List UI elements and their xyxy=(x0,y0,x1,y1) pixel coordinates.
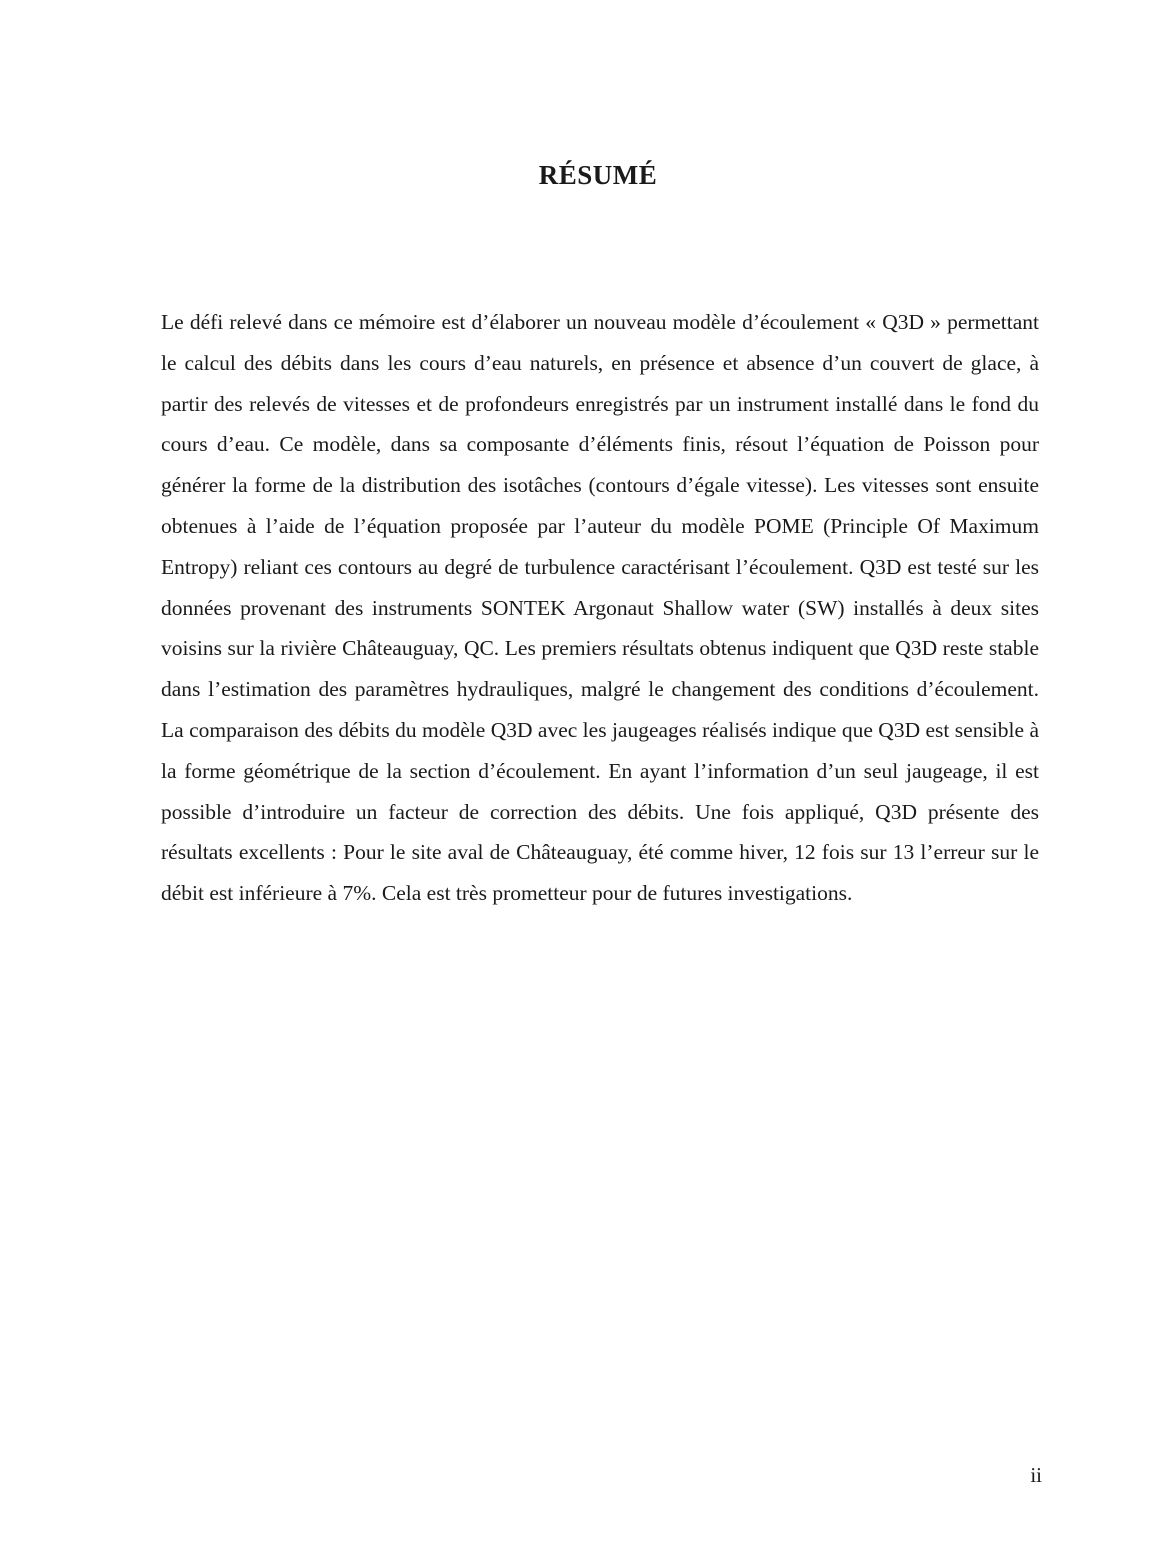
page-title: RÉSUMÉ xyxy=(538,160,658,190)
abstract-paragraph: Le défi relevé dans ce mémoire est d’élaborer un nouveau modèle d’écoulement « Q3D » permettant le calcul des débits dans les cours d’eau naturels, en présence et absence d’un couvert de glace, à partir des relevés de vitesses et de profondeurs enregistrés par un instrument installé dans le fond du cours d’eau. Ce modèle, dans sa composante d’éléments finis, résout l’équation de Poisson pour générer la forme de la distribution des isotâches (contours d’égale vitesse). Les vitesses sont ensuite obtenues à l’aide de l’équation proposée par l’auteur du modèle POME (Principle Of Maximum Entropy) reliant ces contours au degré de turbulence caractérisant l’écoulement. Q3D est testé sur les données provenant des instruments SONTEK Argonaut Shallow water (SW) installés à deux sites voisins sur la rivière Châteauguay, QC. Les premiers résultats obtenus indiquent que Q3D reste stable dans l’estimation des paramètres hydrauliques, malgré le changement des conditions d’écoulement. La comparaison des débits du modèle Q3D avec les jaugeages réalisés indique que Q3D est sensible à la forme géométrique de la section d’écoulement. En ayant l’information d’un seul jaugeage, il est possible d’introduire un facteur de correction des débits. Une fois appliqué, Q3D présente des résultats excellents : Pour le site aval de Châteauguay, été comme hiver, 12 fois sur 13 l’erreur sur le débit est inférieure à 7%. Cela est très prometteur pour de futures investigations. xyxy=(161,310,1039,906)
page-number: ii xyxy=(1030,1463,1042,1487)
